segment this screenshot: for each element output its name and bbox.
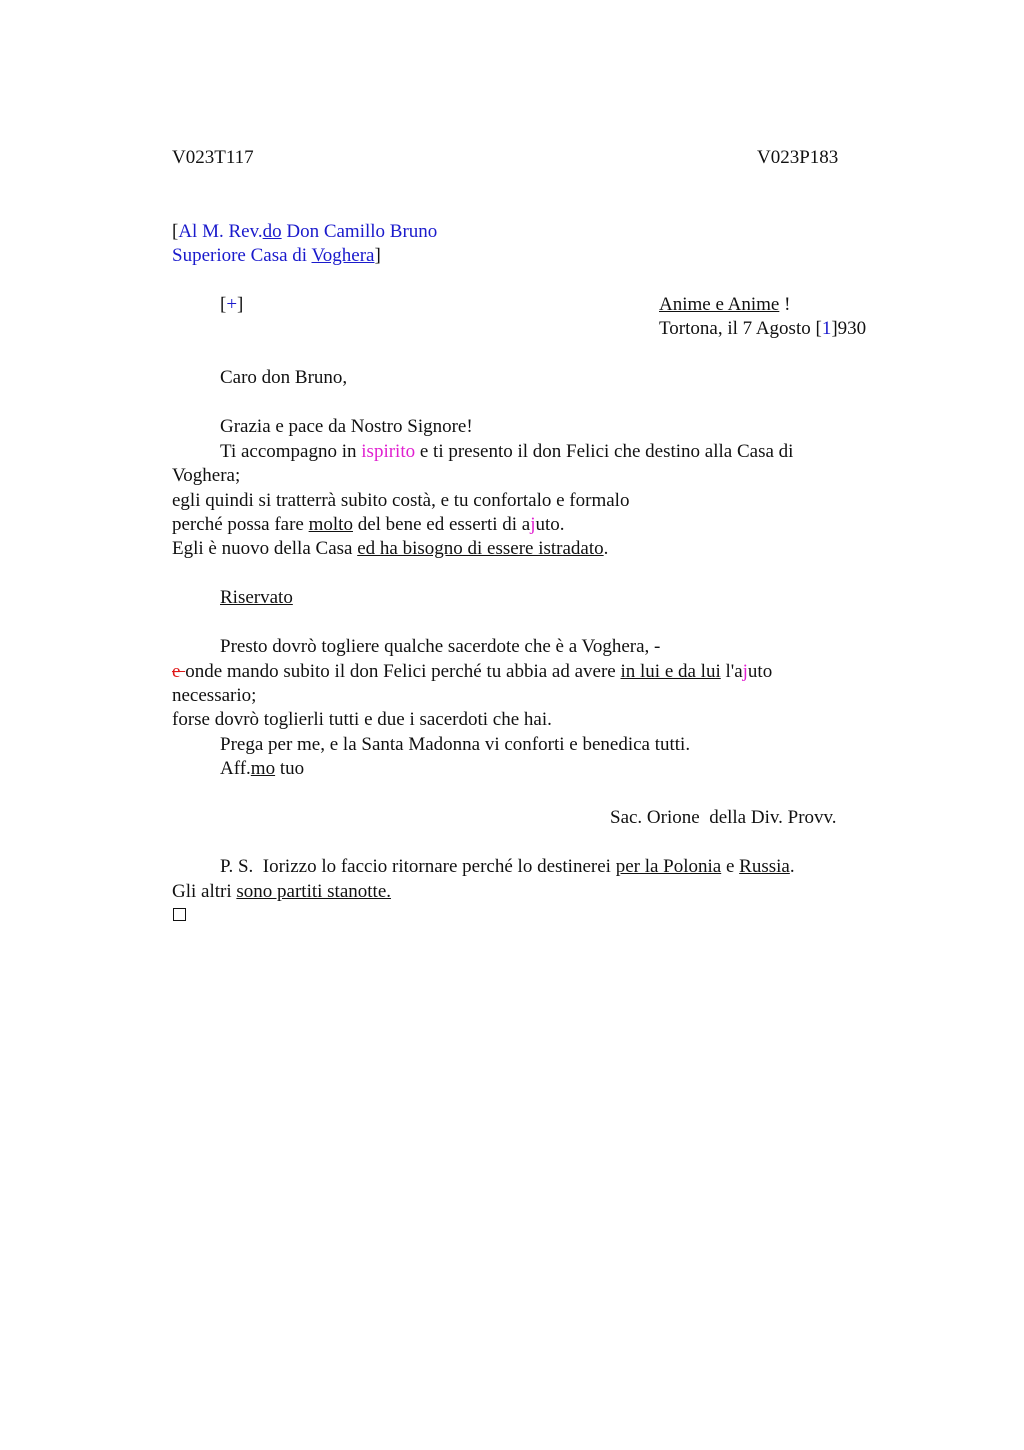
body-text: . — [603, 538, 609, 559]
close-bracket: ] — [374, 245, 381, 266]
addressee-title-superscript: do — [262, 221, 282, 242]
dateline — [659, 317, 866, 341]
body-line-5 — [172, 537, 608, 561]
addressee-role: Superiore Casa di — [172, 245, 312, 266]
body-text: Ti accompagno in — [220, 441, 362, 462]
postscript-line-1 — [220, 855, 795, 879]
document-code-left: V023T117 — [172, 147, 254, 168]
addressee-line-1 — [172, 220, 437, 244]
underlined-text: Russia — [739, 856, 790, 877]
addressee-name: Don Camillo Bruno — [281, 221, 438, 242]
ps-text: P. S. Iorizzo lo faccio ritornare perché lo destinerei — [220, 856, 616, 877]
body-text: perché possa fare — [172, 514, 309, 535]
document-code-right: V023P183 — [757, 147, 839, 168]
reserved-heading: Riservato — [220, 587, 293, 608]
salutation: Caro don Bruno, — [220, 367, 348, 388]
cross-close: ] — [237, 294, 244, 315]
body-line-2: Voghera; — [172, 465, 241, 486]
body2-line-3: necessario; — [172, 685, 257, 706]
body2-line-1: Presto dovrò togliere qualche sacerdote che è a Voghera, - — [220, 636, 661, 657]
body2-line-5: Prega per me, e la Santa Madonna vi conforti e benedica tutti. — [220, 734, 691, 755]
postscript-line-2 — [172, 880, 391, 904]
ps-text: Gli altri — [172, 881, 237, 902]
motto-mark: ! — [779, 294, 791, 315]
underlined-text: sono partiti stanotte. — [236, 881, 392, 902]
cross-symbol: + — [226, 294, 238, 315]
highlighted-letter: j — [742, 661, 748, 682]
body-line-1 — [220, 440, 793, 464]
underlined-text: in lui e da lui — [620, 661, 721, 682]
date-suffix: ]930 — [831, 318, 867, 339]
body-text: Egli è nuovo della Casa — [172, 538, 358, 559]
addressee-line-2 — [172, 244, 381, 268]
body-line-3: egli quindi si tratterrà subito costà, e tu confortalo e formalo — [172, 490, 630, 511]
date-prefix: Tortona, il 7 Agosto [ — [659, 318, 822, 339]
date-restored-digit: 1 — [821, 318, 832, 339]
underlined-text: ed ha bisogno di essere istradato — [357, 538, 604, 559]
underlined-text: molto — [308, 514, 353, 535]
ps-text: e — [721, 856, 740, 877]
body-line-4 — [172, 513, 565, 537]
open-bracket: [ — [172, 221, 179, 242]
addressee-title: Al M. Rev. — [178, 221, 263, 242]
closing-text: tuo — [275, 758, 305, 779]
body-text: del bene ed esserti di a — [352, 514, 531, 535]
cross-mark — [220, 293, 243, 317]
body2-line-2 — [172, 660, 772, 684]
motto-text: Anime e Anime — [659, 294, 780, 315]
body2-line-4: forse dovrò toglierli tutti e due i sacerdoti che hai. — [172, 709, 552, 730]
signature: Sac. Orione della Div. Provv. — [610, 807, 837, 828]
body-text: uto — [747, 661, 773, 682]
cross-open: [ — [220, 294, 227, 315]
deleted-text: e — [172, 661, 186, 682]
highlighted-word: ispirito — [361, 441, 416, 462]
ps-text: . — [789, 856, 795, 877]
motto — [659, 293, 790, 317]
closing-superscript: mo — [250, 758, 276, 779]
highlighted-letter: j — [530, 514, 536, 535]
closing — [220, 757, 304, 781]
body-text: l'a — [720, 661, 743, 682]
closing-text: Aff. — [220, 758, 251, 779]
greeting-line: Grazia e pace da Nostro Signore! — [220, 416, 473, 437]
underlined-text: per la Polonia — [615, 856, 722, 877]
body-text: e ti presento il don Felici che destino alla Casa di — [415, 441, 794, 462]
body-text: onde mando subito il don Felici perché tu abbia ad avere — [185, 661, 621, 682]
end-box-icon — [173, 908, 186, 921]
body-text: uto. — [535, 514, 565, 535]
addressee-place: Voghera — [311, 245, 375, 266]
